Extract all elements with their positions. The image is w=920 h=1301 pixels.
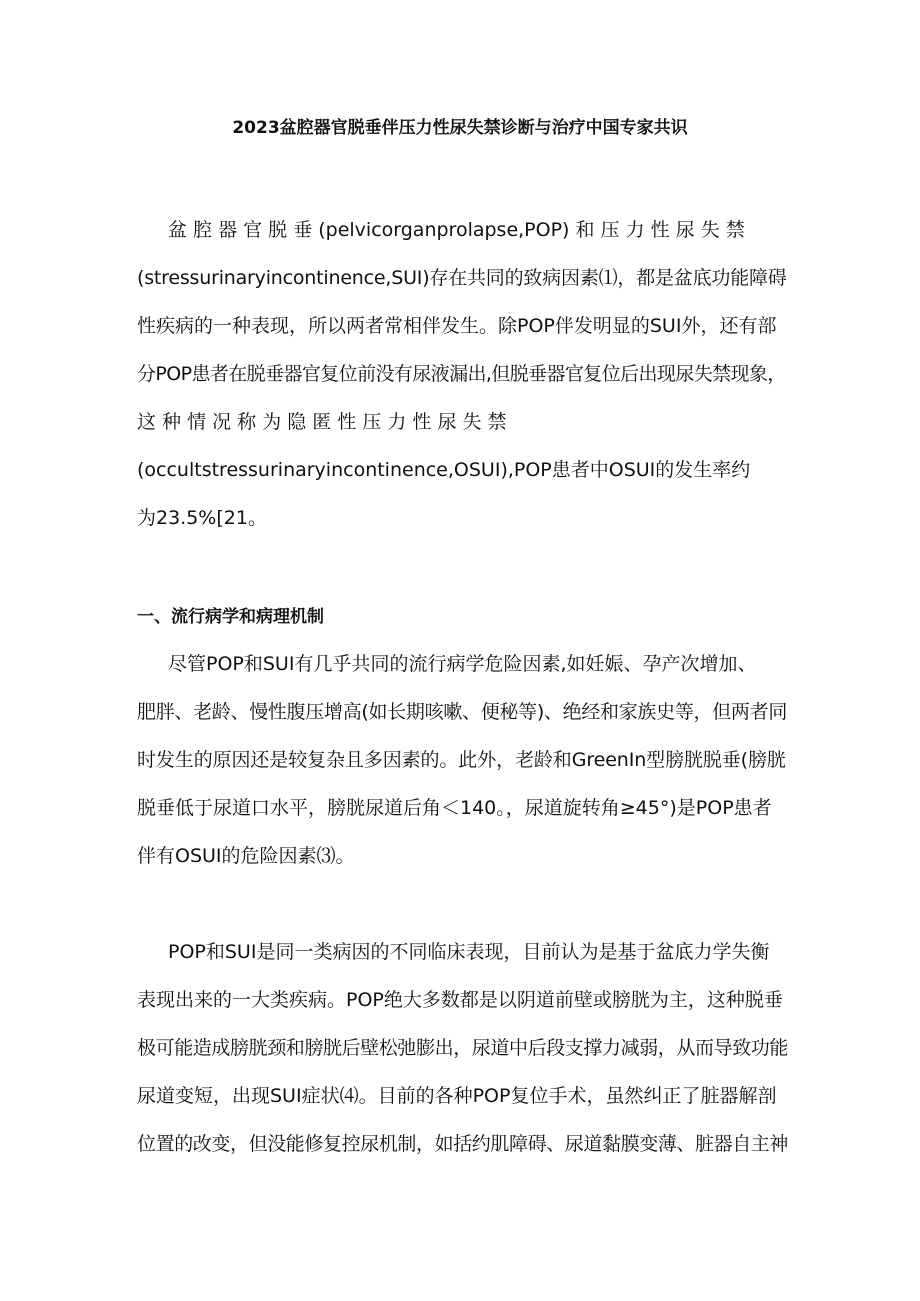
section1-para1-line-5: 伴有OSUI的危险因素⑶。 bbox=[137, 845, 355, 867]
section1-para1-line-1: 尽管POP和SUI有几乎共同的流行病学危险因素,如妊娠、孕产次增加、 bbox=[168, 653, 757, 675]
intro-line-7: 为23.5%[21。 bbox=[137, 507, 267, 529]
intro-line-5: 这 种 情 况 称 为 隐 匿 性 压 力 性 尿 失 禁 bbox=[137, 411, 507, 433]
section1-para2-line-3: 极可能造成膀胱颈和膀胱后壁松弛膨出，尿道中后段支撑力减弱，从而导致功能 bbox=[137, 1037, 789, 1059]
section1-para1-line-4: 脱垂低于尿道口水平，膀胱尿道后角＜140。，尿道旋转角≥45°)是POP患者 bbox=[137, 797, 772, 819]
intro-line-2: (stressurinaryincontinence,SUI)存在共同的致病因素⑴，都是盆底功能障碍 bbox=[137, 267, 787, 289]
section1-para2-line-5: 位置的改变，但没能修复控尿机制，如括约肌障碍、尿道黏膜变薄、脏器自主神 bbox=[137, 1133, 789, 1155]
section1-para1-line-3: 时发生的原因还是较复杂且多因素的。此外，老龄和GreenIn型膀胱脱垂(膀胱 bbox=[137, 749, 786, 771]
section1-para2-line-4: 尿道变短，出现SUI症状⑷。目前的各种POP复位手术，虽然纠正了脏器解剖 bbox=[137, 1085, 777, 1107]
document-title: 2023盆腔器官脱垂伴压力性尿失禁诊断与治疗中国专家共识 bbox=[232, 118, 688, 138]
intro-line-4: 分POP患者在脱垂器官复位前没有尿液漏出,但脱垂器官复位后出现尿失禁现象， bbox=[137, 363, 786, 385]
section1-para2-line-1: POP和SUI是同一类病因的不同临床表现，目前认为是基于盆底力学失衡 bbox=[168, 941, 770, 963]
intro-line-3: 性疾病的一种表现，所以两者常相伴发生。除POP伴发明显的SUI外，还有部 bbox=[137, 315, 777, 337]
section1-para1-line-2: 肥胖、老龄、慢性腹压增高(如长期咳嗽、便秘等)、绝经和家族史等，但两者同 bbox=[137, 701, 788, 723]
intro-line-1: 盆 腔 器 官 脱 垂 (pelvicorganprolapse,POP) 和 压 力 性 尿 失 禁 bbox=[168, 219, 745, 241]
section1-para2-line-2: 表现出来的一大类疾病。POP绝大多数都是以阴道前壁或膀胱为主，这种脱垂 bbox=[137, 989, 783, 1011]
intro-line-6: (occultstressurinaryincontinence,OSUI),POP患者中OSUI的发生率约 bbox=[137, 459, 751, 481]
section-heading-1: 一、流行病学和病理机制 bbox=[137, 607, 324, 627]
